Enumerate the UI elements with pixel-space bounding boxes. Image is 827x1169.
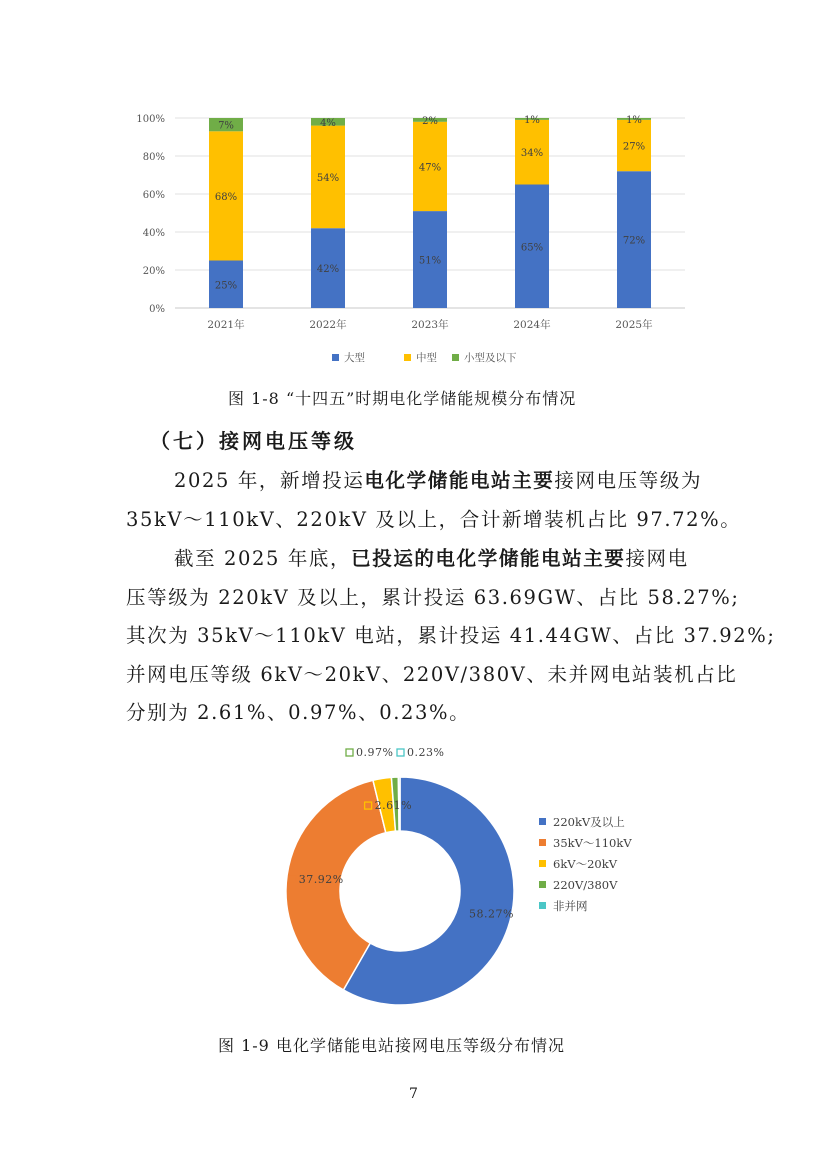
- x-tick-label: 2024年: [513, 319, 551, 331]
- x-tick-label: 2025年: [615, 319, 653, 331]
- x-tick-label: 2023年: [411, 319, 449, 331]
- bar-data-label: 7%: [218, 120, 234, 132]
- donut-legend: [539, 815, 632, 913]
- legend-swatch: [539, 860, 546, 867]
- x-tick-label: 2021年: [207, 319, 245, 331]
- paragraph2-line1: 截至 2025 年底，已投运的电化学储能电站主要接网电: [174, 547, 689, 570]
- bar-data-label: 54%: [316, 172, 340, 184]
- paragraph1-line2: 35kV～110kV、220kV 及以上，合计新增装机占比 97.72%。: [126, 507, 742, 531]
- legend-swatch: [539, 902, 546, 909]
- y-tick-label: 100%: [136, 114, 165, 125]
- legend-label: 6kV～20kV: [553, 857, 617, 871]
- section-heading: （七）接网电压等级: [150, 429, 357, 453]
- figure-1-8-caption: 图 1-8 “十四五”时期电化学储能规模分布情况: [228, 389, 577, 408]
- y-tick-label: 0%: [149, 304, 165, 315]
- legend-label: 非并网: [553, 899, 588, 913]
- y-tick-label: 80%: [142, 152, 165, 163]
- legend-swatch: [332, 354, 339, 361]
- bar-data-label: 51%: [418, 255, 442, 267]
- bar-data-label: 72%: [622, 235, 646, 247]
- legend-label: 35kV～110kV: [553, 836, 632, 850]
- legend-swatch: [539, 839, 546, 846]
- paragraph-cumulative: [126, 540, 776, 733]
- paragraph2-line2: 压等级为 220kV 及以上，累计投运 63.69GW、占比 58.27%;: [126, 585, 740, 609]
- bar-data-label: 42%: [316, 264, 340, 276]
- y-tick-label: 20%: [142, 266, 165, 277]
- bar-data-label: 1%: [626, 114, 642, 126]
- bar-data-label: 47%: [418, 162, 442, 174]
- legend-label: 220kV及以上: [553, 815, 625, 829]
- donut-data-label: 0.23%: [407, 746, 445, 759]
- donut-data-label: 58.27%: [468, 907, 514, 921]
- legend-swatch: [452, 354, 459, 361]
- x-tick-label: 2022年: [309, 319, 347, 331]
- bar-chart-bars: [209, 115, 651, 308]
- donut-chart: [0, 730, 827, 1020]
- bar-data-label: 4%: [320, 117, 336, 129]
- stacked-bar-chart: [0, 0, 827, 380]
- bar-data-label: 1%: [524, 114, 540, 126]
- legend-label: 小型及以下: [464, 352, 517, 364]
- paragraph-new-installations: [126, 462, 741, 539]
- bar-data-label: 65%: [520, 242, 544, 254]
- legend-swatch: [539, 818, 546, 825]
- donut-data-label: 2.61%: [374, 799, 413, 813]
- legend-swatch: [404, 354, 411, 361]
- bar-data-label: 68%: [214, 191, 238, 203]
- legend-label: 中型: [416, 352, 437, 364]
- bar-chart-y-axis: [136, 114, 165, 315]
- data-label-marker: [346, 749, 353, 756]
- bar-chart-legend: [332, 351, 517, 364]
- legend-swatch: [539, 881, 546, 888]
- bar-data-label: 34%: [520, 148, 544, 160]
- donut-data-label: 0.97%: [356, 746, 394, 759]
- paragraph1-line1: 2025 年，新增投运电化学储能电站主要接网电压等级为: [174, 469, 703, 492]
- y-tick-label: 60%: [142, 190, 165, 201]
- paragraph2-line4: 并网电压等级 6kV～20kV、220V/380V、未并网电站装机占比: [126, 662, 738, 686]
- paragraph2-line5: 分别为 2.61%、0.97%、0.23%。: [126, 701, 471, 724]
- legend-label: 大型: [344, 352, 365, 364]
- legend-label: 220V/380V: [553, 878, 618, 892]
- bar-chart-x-axis: [207, 318, 653, 331]
- paragraph2-line3: 其次为 35kV～110kV 电站，累计投运 41.44GW、占比 37.92%;: [126, 624, 776, 647]
- bar-data-label: 25%: [214, 280, 238, 292]
- page-number: 7: [409, 1086, 418, 1102]
- bar-data-label: 2%: [422, 115, 438, 127]
- y-tick-label: 40%: [142, 228, 165, 239]
- donut-data-label: 37.92%: [298, 872, 344, 886]
- figure-1-9-caption: 图 1-9 电化学储能电站接网电压等级分布情况: [218, 1036, 565, 1055]
- bar-data-label: 27%: [622, 141, 646, 153]
- data-label-marker: [397, 749, 404, 756]
